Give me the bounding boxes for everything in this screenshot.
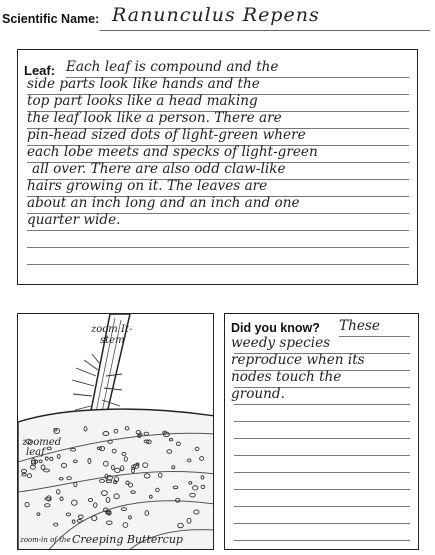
did-you-know-line: nodes touch the	[231, 369, 342, 385]
buttercup-sketch	[18, 314, 214, 550]
leaf-text-line: about an inch long and an inch and one	[27, 195, 300, 211]
ruled-line	[339, 336, 410, 337]
did-you-know-line: weedy species	[231, 335, 331, 351]
did-you-know-box	[224, 313, 419, 550]
stem-label: zoom It-	[91, 324, 133, 335]
leaf-text-line: the leaf look like a person. There are	[27, 110, 282, 126]
leaf-text-line: quarter wide.	[27, 212, 121, 228]
drawing-caption: Creeping Buttercup	[72, 533, 183, 546]
did-you-know-label: Did you know?	[231, 321, 320, 335]
leaf-label: Leaf:	[24, 63, 56, 78]
ruled-line	[234, 489, 410, 490]
ruled-line	[234, 472, 410, 473]
stem-label: stem	[100, 335, 125, 346]
ruled-line	[27, 247, 409, 248]
did-you-know-line: ground.	[231, 386, 285, 402]
scientific-name-value: Ranunculus Repens	[112, 4, 320, 26]
drawing-caption-prefix: zoom-in of the	[20, 536, 71, 544]
leaf-text-line: pin-head sized dots of light-green where	[27, 127, 306, 143]
drawing-box	[17, 313, 214, 550]
leaf-description-box	[17, 49, 418, 285]
did-you-know-line: These	[339, 318, 380, 334]
ruled-line	[234, 523, 410, 524]
leaf-zoom-label: leaf	[26, 447, 45, 458]
ruled-line	[27, 264, 409, 265]
leaf-outline	[18, 409, 214, 550]
scientific-name-underline	[100, 30, 430, 31]
leaf-text-line: all over. There are also odd claw-like	[32, 161, 286, 177]
leaf-text-line: side parts look like hands and the	[27, 76, 260, 92]
ruled-line	[234, 421, 410, 422]
leaf-text-line: each lobe meets and specks of light-green	[27, 144, 318, 160]
ruled-line	[234, 540, 410, 541]
leaf-text-line: top part looks like a head making	[27, 93, 258, 109]
did-you-know-line: reproduce when its	[231, 352, 365, 368]
ruled-line	[234, 506, 410, 507]
ruled-line	[234, 455, 410, 456]
leaf-text-line: hairs growing on it. The leaves are	[27, 178, 268, 194]
leaf-zoom-label: zoomed	[22, 437, 62, 448]
ruled-line	[27, 230, 409, 231]
scientific-name-label: Scientific Name:	[2, 12, 100, 26]
ruled-line	[234, 404, 410, 405]
ruled-line	[234, 438, 410, 439]
leaf-text-line: Each leaf is compound and the	[66, 59, 279, 75]
